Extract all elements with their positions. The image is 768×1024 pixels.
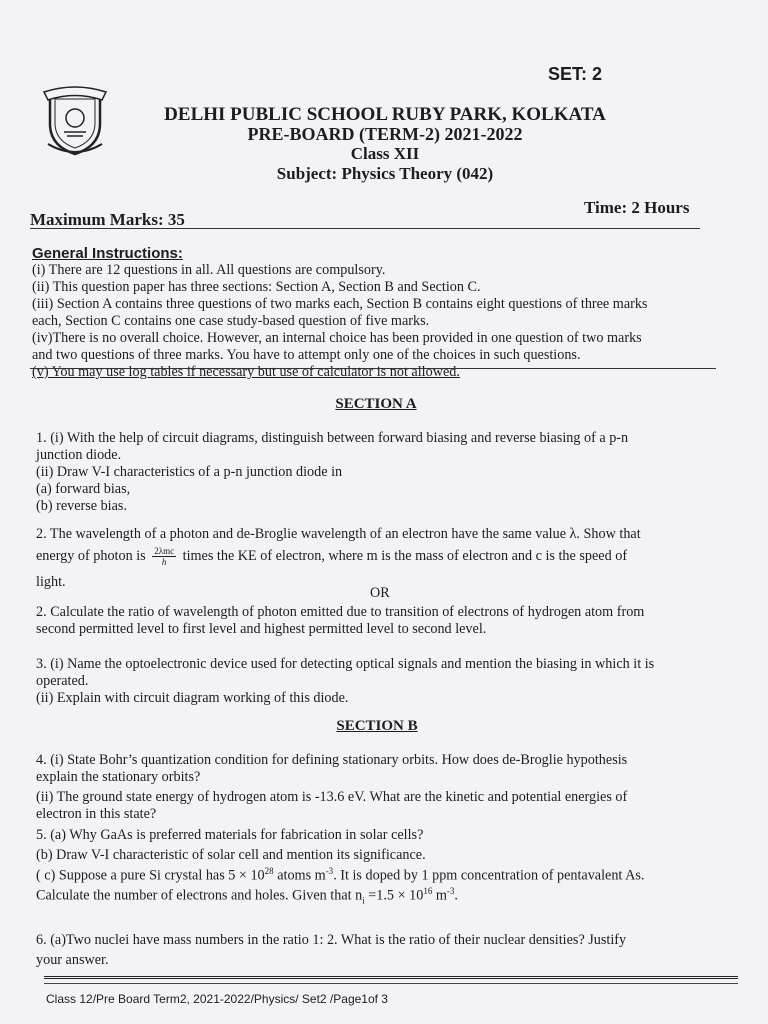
question-line: (a) forward bias,: [36, 481, 131, 497]
question-text: .: [454, 887, 458, 904]
question-text: times the KE of electron, where m is the mass of electron and c is the speed of: [182, 547, 628, 564]
instruction-line: and two questions of three marks. You have to attempt only one of the choices in such questions.: [32, 347, 581, 363]
instructions-title: General Instructions:: [32, 245, 183, 262]
question-text: ( c) Suppose a pure Si crystal has 5 × 10: [36, 867, 265, 884]
question-line: 5. (a) Why GaAs is preferred materials for fabrication in solar cells?: [36, 827, 424, 843]
header-divider: [30, 228, 700, 229]
question-line: operated.: [36, 673, 89, 689]
section-a-title: SECTION A: [335, 396, 417, 412]
fraction-2-lambda-mc-over-h: [152, 546, 176, 567]
school-crest-logo: [42, 86, 108, 158]
footer-divider: [44, 976, 738, 979]
question-line: light.: [36, 574, 66, 590]
question-line: second permitted level to first level and highest permitted level to second level.: [36, 621, 487, 637]
exponent: -3: [446, 886, 455, 896]
subject-label: Subject: Physics Theory (042): [276, 164, 494, 183]
question-text: . It is doped by 1 ppm concentration of pentavalent As.: [333, 867, 645, 884]
question-line: [36, 546, 627, 567]
instruction-line: (ii) This question paper has three sections: Section A, Section B and Section C.: [32, 279, 481, 295]
question-line: [36, 866, 644, 885]
question-line: explain the stationary orbits?: [36, 769, 201, 785]
question-line: electron in this state?: [36, 806, 157, 822]
question-line: (b) Draw V-I characteristic of solar cell and mention its significance.: [36, 847, 426, 863]
footer-divider-thin: [44, 983, 738, 984]
question-text: Calculate the number of electrons and holes. Given that n: [36, 887, 363, 904]
page-footer: Class 12/Pre Board Term2, 2021-2022/Physics/ Set2 /Page1of 3: [46, 992, 388, 1006]
instruction-line: each, Section C contains one case study-based question of five marks.: [32, 313, 430, 329]
question-line: 6. (a)Two nuclei have mass numbers in the ratio 1: 2. What is the ratio of their nuclear densities? Justify: [36, 932, 627, 948]
question-line: junction diode.: [36, 447, 122, 463]
question-line: (ii) The ground state energy of hydrogen atom is -13.6 eV. What are the kinetic and potential energies of: [36, 789, 628, 805]
question-line: (ii) Explain with circuit diagram working of this diode.: [36, 690, 349, 706]
instructions-divider: [30, 368, 716, 369]
question-line: 2. Calculate the ratio of wavelength of photon emitted due to transition of electrons of hydrogen atom from: [36, 604, 645, 620]
question-text: atoms m: [273, 867, 326, 884]
question-line: 3. (i) Name the optoelectronic device used for detecting optical signals and mention the biasing in which it is: [36, 656, 655, 672]
section-b-title: SECTION B: [336, 718, 418, 734]
question-text: energy of photon is: [36, 547, 146, 564]
question-text: m: [432, 887, 447, 904]
maximum-marks: Maximum Marks: 35: [30, 210, 185, 229]
fraction-denominator: h: [161, 557, 167, 567]
question-line: (b) reverse bias.: [36, 498, 127, 514]
question-line: 2. The wavelength of a photon and de-Broglie wavelength of an electron have the same value λ. Show that: [36, 526, 641, 542]
set-label: SET: 2: [548, 64, 603, 84]
school-name: DELHI PUBLIC SCHOOL RUBY PARK, KOLKATA: [164, 104, 606, 125]
instruction-line: (iv)There is no overall choice. However, an internal choice has been provided in one question of two marks: [32, 330, 642, 346]
instruction-line: (i) There are 12 questions in all. All questions are compulsory.: [32, 262, 386, 278]
exponent: 28: [264, 866, 274, 876]
question-text: =1.5 × 10: [364, 887, 424, 904]
time-allowed: Time: 2 Hours: [584, 198, 690, 217]
exponent: 16: [423, 886, 433, 896]
fraction-numerator: 2λmc: [154, 546, 175, 556]
exam-title: PRE-BOARD (TERM-2) 2021-2022: [247, 124, 523, 144]
exponent: -3: [325, 866, 334, 876]
subscript: i: [362, 895, 365, 906]
question-line: [36, 886, 458, 906]
question-line: 1. (i) With the help of circuit diagrams, distinguish between forward biasing and reverse biasing of a p-n: [36, 430, 629, 446]
question-line: 4. (i) State Bohr’s quantization condition for defining stationary orbits. How does de-Broglie hypothesis: [36, 752, 628, 768]
class-label: Class XII: [350, 144, 420, 163]
question-line: your answer.: [36, 952, 109, 968]
instruction-line: (iii) Section A contains three questions of two marks each, Section B contains eight questions of three marks: [32, 296, 648, 312]
instruction-line: (v) You may use log tables if necessary but use of calculator is not allowed.: [32, 364, 460, 380]
question-line: (ii) Draw V-I characteristics of a p-n junction diode in: [36, 464, 343, 480]
or-separator: OR: [370, 585, 390, 601]
